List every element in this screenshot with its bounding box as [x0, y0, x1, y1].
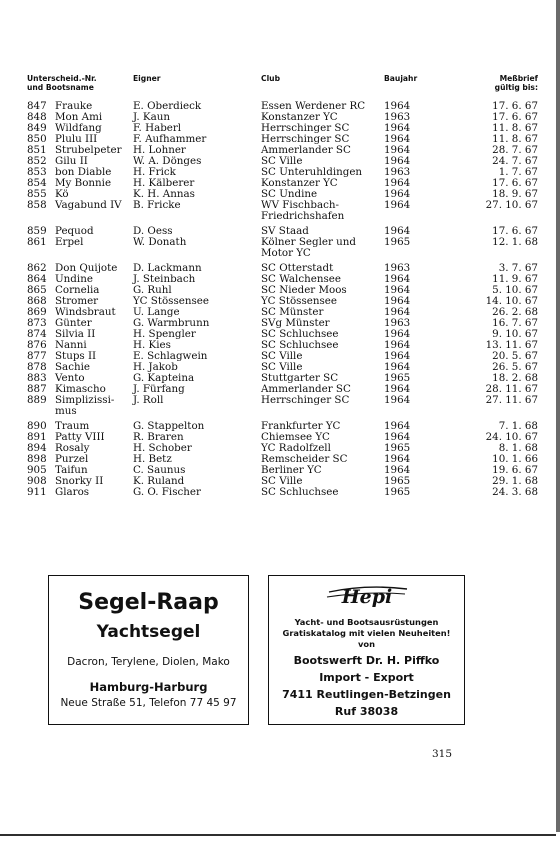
row-club: Herrschinger SC — [261, 133, 350, 145]
row-cert-valid: 7. 1. 68 — [498, 420, 538, 432]
row-nr: 877 — [27, 350, 47, 362]
ad-segel-raap — [48, 575, 249, 725]
row-club: Berliner YC — [261, 464, 322, 476]
row-cert-valid: 18. 9. 67 — [492, 188, 538, 200]
row-nr: 864 — [27, 273, 47, 285]
row-nr: 858 — [27, 199, 47, 211]
row-year: 1964 — [384, 225, 411, 237]
row-cert-valid: 3. 7. 67 — [498, 262, 538, 274]
row-club: YC Radolfzell — [261, 442, 331, 454]
row-boat: Simplizissi-mus — [55, 394, 115, 417]
row-year: 1964 — [384, 273, 411, 285]
row-nr: 890 — [27, 420, 47, 432]
row-club: Essen Werdener RC — [261, 100, 366, 112]
row-boat: Mon Ami — [55, 111, 103, 123]
row-cert-valid: 11. 8. 67 — [492, 122, 538, 134]
row-boat: Vagabund IV — [55, 199, 122, 211]
row-cert-valid: 28. 7. 67 — [492, 144, 538, 156]
row-club: SC Schluchsee — [261, 339, 339, 351]
row-owner: H. Frick — [133, 166, 176, 178]
row-year: 1964 — [384, 431, 411, 443]
row-club: SC Münster — [261, 306, 324, 318]
row-cert-valid: 26. 5. 67 — [492, 361, 538, 373]
row-owner: F. Aufhammer — [133, 133, 207, 145]
row-year: 1964 — [384, 122, 411, 134]
row-nr: 908 — [27, 475, 47, 487]
row-club: SVg Münster — [261, 317, 330, 329]
row-boat: Günter — [55, 317, 92, 329]
row-owner: J. Fürfang — [133, 383, 185, 395]
row-boat: Stromer — [55, 295, 99, 307]
row-club: SC Otterstadt — [261, 262, 334, 274]
row-boat: Pequod — [55, 225, 94, 237]
row-nr: 891 — [27, 431, 47, 443]
header-mess-line2: gültig bis: — [494, 83, 538, 92]
row-year: 1964 — [384, 188, 411, 200]
row-boat: bon Diable — [55, 166, 112, 178]
row-club: Chiemsee YC — [261, 431, 330, 443]
row-boat: Traum — [55, 420, 90, 432]
ad-hepi — [268, 575, 465, 725]
row-club: Herrschinger SC — [261, 122, 350, 134]
row-boat: Gilu II — [55, 155, 88, 167]
row-owner: G. Ruhl — [133, 284, 172, 296]
row-cert-valid: 29. 1. 68 — [492, 475, 538, 487]
row-boat: Rosaly — [55, 442, 90, 454]
row-year: 1964 — [384, 284, 411, 296]
row-owner: H. Jakob — [133, 361, 178, 373]
row-nr: 874 — [27, 328, 47, 340]
row-club: SC Undine — [261, 188, 318, 200]
row-club: Konstanzer YC — [261, 111, 338, 123]
row-boat: Nanni — [55, 339, 87, 351]
row-nr: 859 — [27, 225, 47, 237]
row-year: 1964 — [384, 133, 411, 145]
row-owner: F. Haberl — [133, 122, 182, 134]
row-nr: 898 — [27, 453, 47, 465]
row-cert-valid: 11. 9. 67 — [492, 273, 538, 285]
ad-hepi-line4: Bootswerft Dr. H. Piffko — [293, 654, 440, 667]
ad-raap-city: Hamburg-Harburg — [89, 680, 208, 694]
row-owner: H. Schober — [133, 442, 192, 454]
row-club: Konstanzer YC — [261, 177, 338, 189]
row-year: 1964 — [384, 155, 411, 167]
row-cert-valid: 10. 1. 66 — [492, 453, 538, 465]
header-eigner: Eigner — [133, 74, 161, 83]
row-year: 1964 — [384, 350, 411, 362]
row-club: SC Ville — [261, 155, 303, 167]
header-messbrief — [456, 74, 538, 92]
row-nr: 873 — [27, 317, 47, 329]
row-owner: J. Steinbach — [133, 273, 196, 285]
row-cert-valid: 12. 1. 68 — [492, 236, 538, 248]
row-cert-valid: 17. 6. 67 — [492, 177, 538, 189]
row-nr: 862 — [27, 262, 47, 274]
boat-registry-table — [0, 101, 560, 498]
row-owner: H. Spengler — [133, 328, 196, 340]
row-nr: 851 — [27, 144, 47, 156]
header-club: Club — [261, 74, 281, 83]
row-boat: Don Quijote — [55, 262, 118, 274]
row-club: WV Fischbach-Friedrichshafen — [261, 199, 345, 222]
row-owner: G. Warmbrunn — [133, 317, 210, 329]
row-nr: 905 — [27, 464, 47, 476]
row-cert-valid: 14. 10. 67 — [485, 295, 538, 307]
row-cert-valid: 13. 11. 67 — [485, 339, 538, 351]
row-club: Kölner Segler und Motor YC — [261, 236, 357, 259]
row-year: 1964 — [384, 420, 411, 432]
row-year: 1964 — [384, 383, 411, 395]
row-cert-valid: 1. 7. 67 — [498, 166, 538, 178]
row-nr: 854 — [27, 177, 47, 189]
row-boat: Undine — [55, 273, 93, 285]
row-boat: My Bonnie — [55, 177, 112, 189]
header-mess-line1: Meßbrief — [499, 74, 538, 83]
row-nr: 869 — [27, 306, 47, 318]
header-nr-bootsname — [27, 74, 127, 92]
row-owner: H. Kälberer — [133, 177, 195, 189]
row-cert-valid: 24. 7. 67 — [492, 155, 538, 167]
row-owner: YC Stössensee — [133, 295, 209, 307]
row-year: 1964 — [384, 295, 411, 307]
ad-raap-address: Neue Straße 51, Telefon 77 45 97 — [60, 697, 237, 709]
row-owner: G. Stappelton — [133, 420, 205, 432]
row-nr: 911 — [27, 486, 47, 498]
row-year: 1964 — [384, 100, 411, 112]
row-year: 1965 — [384, 236, 411, 248]
row-year: 1963 — [384, 166, 411, 178]
row-owner: D. Oess — [133, 225, 173, 237]
row-nr: 861 — [27, 236, 47, 248]
row-owner: K. Ruland — [133, 475, 185, 487]
row-nr: 849 — [27, 122, 47, 134]
page-bottom-edge — [0, 834, 556, 836]
row-club: SC Ville — [261, 350, 303, 362]
row-club: SC Unteruhldingen — [261, 166, 363, 178]
row-owner: R. Braren — [133, 431, 184, 443]
row-nr: 853 — [27, 166, 47, 178]
row-cert-valid: 24. 10. 67 — [485, 431, 538, 443]
table-row — [0, 487, 560, 498]
row-year: 1964 — [384, 144, 411, 156]
row-boat: Silvia II — [55, 328, 96, 340]
row-cert-valid: 11. 8. 67 — [492, 133, 538, 145]
row-club: SC Ville — [261, 361, 303, 373]
row-year: 1965 — [384, 442, 411, 454]
row-owner: E. Oberdieck — [133, 100, 202, 112]
ad-hepi-line2: Gratiskatalog mit vielen Neuheiten! — [282, 628, 451, 638]
ad-raap-title: Segel-Raap — [78, 590, 219, 615]
ad-raap-subtitle: Yachtsegel — [96, 622, 201, 642]
row-nr: 868 — [27, 295, 47, 307]
row-club: Frankfurter YC — [261, 420, 341, 432]
row-owner: D. Lackmann — [133, 262, 202, 274]
row-owner: G. Kapteina — [133, 372, 195, 384]
header-baujahr: Baujahr — [384, 74, 418, 83]
row-year: 1964 — [384, 199, 411, 211]
row-owner: W. A. Dönges — [133, 155, 202, 167]
row-nr: 865 — [27, 284, 47, 296]
row-owner: E. Schlagwein — [133, 350, 208, 362]
ad-hepi-line5: Import - Export — [319, 671, 414, 684]
row-nr: 889 — [27, 394, 47, 406]
row-owner: H. Betz — [133, 453, 172, 465]
row-owner: H. Kies — [133, 339, 171, 351]
row-cert-valid: 24. 3. 68 — [492, 486, 538, 498]
row-owner: W. Donath — [133, 236, 187, 248]
row-boat: Erpel — [55, 236, 84, 248]
row-club: Herrschinger SC — [261, 394, 350, 406]
row-boat: Glaros — [55, 486, 90, 498]
table-row — [0, 237, 560, 259]
row-nr: 850 — [27, 133, 47, 145]
row-boat: Snorky II — [55, 475, 104, 487]
row-cert-valid: 26. 2. 68 — [492, 306, 538, 318]
row-year: 1964 — [384, 339, 411, 351]
row-club: YC Stössensee — [261, 295, 337, 307]
row-owner: U. Lange — [133, 306, 180, 318]
row-year: 1965 — [384, 372, 411, 384]
row-nr: 848 — [27, 111, 47, 123]
row-boat: Kö — [55, 188, 69, 200]
row-owner: K. H. Annas — [133, 188, 195, 200]
header-nr-line1: Unterscheid.-Nr. — [27, 74, 97, 83]
row-boat: Plulu III — [55, 133, 98, 145]
row-club: Stuttgarter SC — [261, 372, 339, 384]
row-cert-valid: 27. 11. 67 — [485, 394, 538, 406]
row-club: Ammerlander SC — [261, 383, 351, 395]
row-club: Ammerlander SC — [261, 144, 351, 156]
row-year: 1964 — [384, 306, 411, 318]
row-boat: Purzel — [55, 453, 89, 465]
row-boat: Windsbraut — [55, 306, 116, 318]
row-owner: J. Roll — [133, 394, 164, 406]
row-cert-valid: 16. 7. 67 — [492, 317, 538, 329]
row-owner: G. O. Fischer — [133, 486, 201, 498]
row-cert-valid: 17. 6. 67 — [492, 100, 538, 112]
row-year: 1964 — [384, 394, 411, 406]
ad-raap-materials: Dacron, Terylene, Diolen, Mako — [67, 656, 230, 668]
row-boat: Patty VIII — [55, 431, 105, 443]
row-year: 1964 — [384, 177, 411, 189]
row-year: 1964 — [384, 453, 411, 465]
row-nr: 847 — [27, 100, 47, 112]
row-cert-valid: 27. 10. 67 — [485, 199, 538, 211]
row-cert-valid: 9. 10. 67 — [492, 328, 538, 340]
row-club: SC Ville — [261, 475, 303, 487]
row-boat: Sachie — [55, 361, 90, 373]
row-cert-valid: 17. 6. 67 — [492, 111, 538, 123]
row-nr: 855 — [27, 188, 47, 200]
row-club: SV Staad — [261, 225, 309, 237]
row-boat: Cornelia — [55, 284, 100, 296]
row-owner: C. Saunus — [133, 464, 186, 476]
row-year: 1965 — [384, 475, 411, 487]
row-boat: Kimascho — [55, 383, 106, 395]
row-nr: 883 — [27, 372, 47, 384]
row-year: 1963 — [384, 262, 411, 274]
ad-hepi-line3: von — [357, 639, 375, 649]
row-owner: H. Lohner — [133, 144, 186, 156]
row-boat: Frauke — [55, 100, 93, 112]
row-boat: Stups II — [55, 350, 97, 362]
row-year: 1965 — [384, 486, 411, 498]
table-row — [0, 200, 560, 222]
row-cert-valid: 19. 6. 67 — [492, 464, 538, 476]
row-nr: 876 — [27, 339, 47, 351]
row-nr: 878 — [27, 361, 47, 373]
row-cert-valid: 20. 5. 67 — [492, 350, 538, 362]
row-nr: 887 — [27, 383, 47, 395]
hepi-logo-text: Hepi — [341, 586, 393, 608]
row-nr: 852 — [27, 155, 47, 167]
row-year: 1964 — [384, 464, 411, 476]
row-nr: 894 — [27, 442, 47, 454]
row-club: SC Nieder Moos — [261, 284, 347, 296]
row-year: 1964 — [384, 361, 411, 373]
hepi-logo — [323, 580, 411, 610]
ad-hepi-line6: 7411 Reutlingen-Betzingen — [282, 688, 451, 701]
header-nr-line2: und Bootsname — [27, 83, 94, 92]
row-cert-valid: 17. 6. 67 — [492, 225, 538, 237]
row-cert-valid: 28. 11. 67 — [485, 383, 538, 395]
row-club: Remscheider SC — [261, 453, 348, 465]
row-boat: Wildfang — [55, 122, 102, 134]
row-year: 1964 — [384, 328, 411, 340]
row-owner: B. Fricke — [133, 199, 181, 211]
row-boat: Vento — [55, 372, 85, 384]
row-club: SC Schluchsee — [261, 486, 339, 498]
page-number: 315 — [432, 748, 453, 760]
row-year: 1963 — [384, 317, 411, 329]
row-cert-valid: 5. 10. 67 — [492, 284, 538, 296]
row-cert-valid: 8. 1. 68 — [498, 442, 538, 454]
row-boat: Taifun — [55, 464, 88, 476]
row-cert-valid: 18. 2. 68 — [492, 372, 538, 384]
row-owner: J. Kaun — [133, 111, 170, 123]
ad-hepi-line1: Yacht- und Bootsausrüstungen — [294, 617, 439, 627]
ad-hepi-line7: Ruf 38038 — [334, 705, 399, 718]
row-boat: Strubelpeter — [55, 144, 122, 156]
row-club: SC Schluchsee — [261, 328, 339, 340]
row-club: SC Walchensee — [261, 273, 341, 285]
row-year: 1963 — [384, 111, 411, 123]
table-row — [0, 395, 560, 417]
